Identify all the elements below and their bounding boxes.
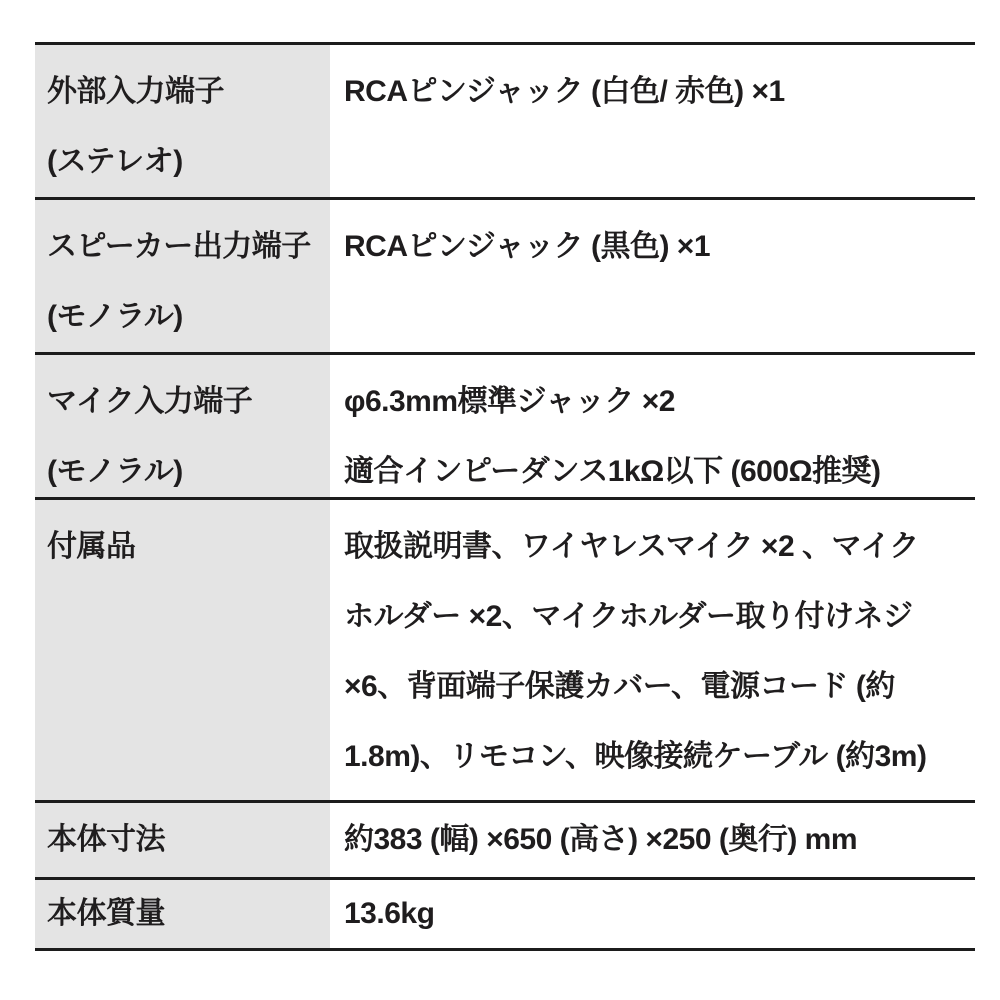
label-line: 外部入力端子 — [47, 75, 224, 108]
table-row-external-input — [35, 42, 975, 197]
value-line: 取扱説明書、ワイヤレスマイク ×2 、マイク — [344, 530, 919, 563]
table-row-accessories — [35, 497, 975, 800]
value-line: RCAピンジャック (黒色) ×1 — [344, 230, 710, 263]
value-line: 1.8m)、リモコン、映像接続ケーブル (約3m) — [344, 740, 927, 773]
label-line: 付属品 — [47, 530, 136, 563]
row-value-weight — [330, 880, 975, 948]
table-row-weight — [35, 877, 975, 948]
table-row-dimensions — [35, 800, 975, 877]
label-line: スピーカー出力端子 — [47, 230, 311, 263]
value-line: RCAピンジャック (白色/ 赤色) ×1 — [344, 75, 785, 108]
label-line: (モノラル) — [47, 455, 183, 488]
label-line: 本体寸法 — [47, 823, 165, 856]
row-value-mic-input — [330, 355, 975, 497]
value-line: 約383 (幅) ×650 (高さ) ×250 (奥行) mm — [344, 823, 858, 856]
value-line: 適合インピーダンス1kΩ以下 (600Ω推奨) — [344, 455, 881, 488]
row-value-accessories — [330, 500, 975, 800]
row-label-dimensions — [35, 803, 330, 877]
label-line: マイク入力端子 — [47, 385, 253, 418]
value-line: ×6、背面端子保護カバー、電源コード (約 — [344, 670, 895, 703]
table-row-mic-input — [35, 352, 975, 497]
value-line: ホルダー ×2、マイクホルダー取り付けネジ — [344, 600, 913, 633]
row-label-mic-input — [35, 355, 330, 497]
label-line: (ステレオ) — [47, 145, 183, 178]
value-line: 13.6kg — [344, 897, 435, 930]
value-line: φ6.3mm標準ジャック ×2 — [344, 385, 675, 418]
row-label-speaker-output — [35, 200, 330, 352]
row-value-speaker-output — [330, 200, 975, 352]
row-value-external-input — [330, 45, 975, 197]
spec-table — [35, 42, 975, 951]
row-label-accessories — [35, 500, 330, 800]
table-row-speaker-output — [35, 197, 975, 352]
label-line: 本体質量 — [47, 897, 165, 930]
row-label-external-input — [35, 45, 330, 197]
row-label-weight — [35, 880, 330, 948]
row-value-dimensions — [330, 803, 975, 877]
label-line: (モノラル) — [47, 300, 183, 333]
